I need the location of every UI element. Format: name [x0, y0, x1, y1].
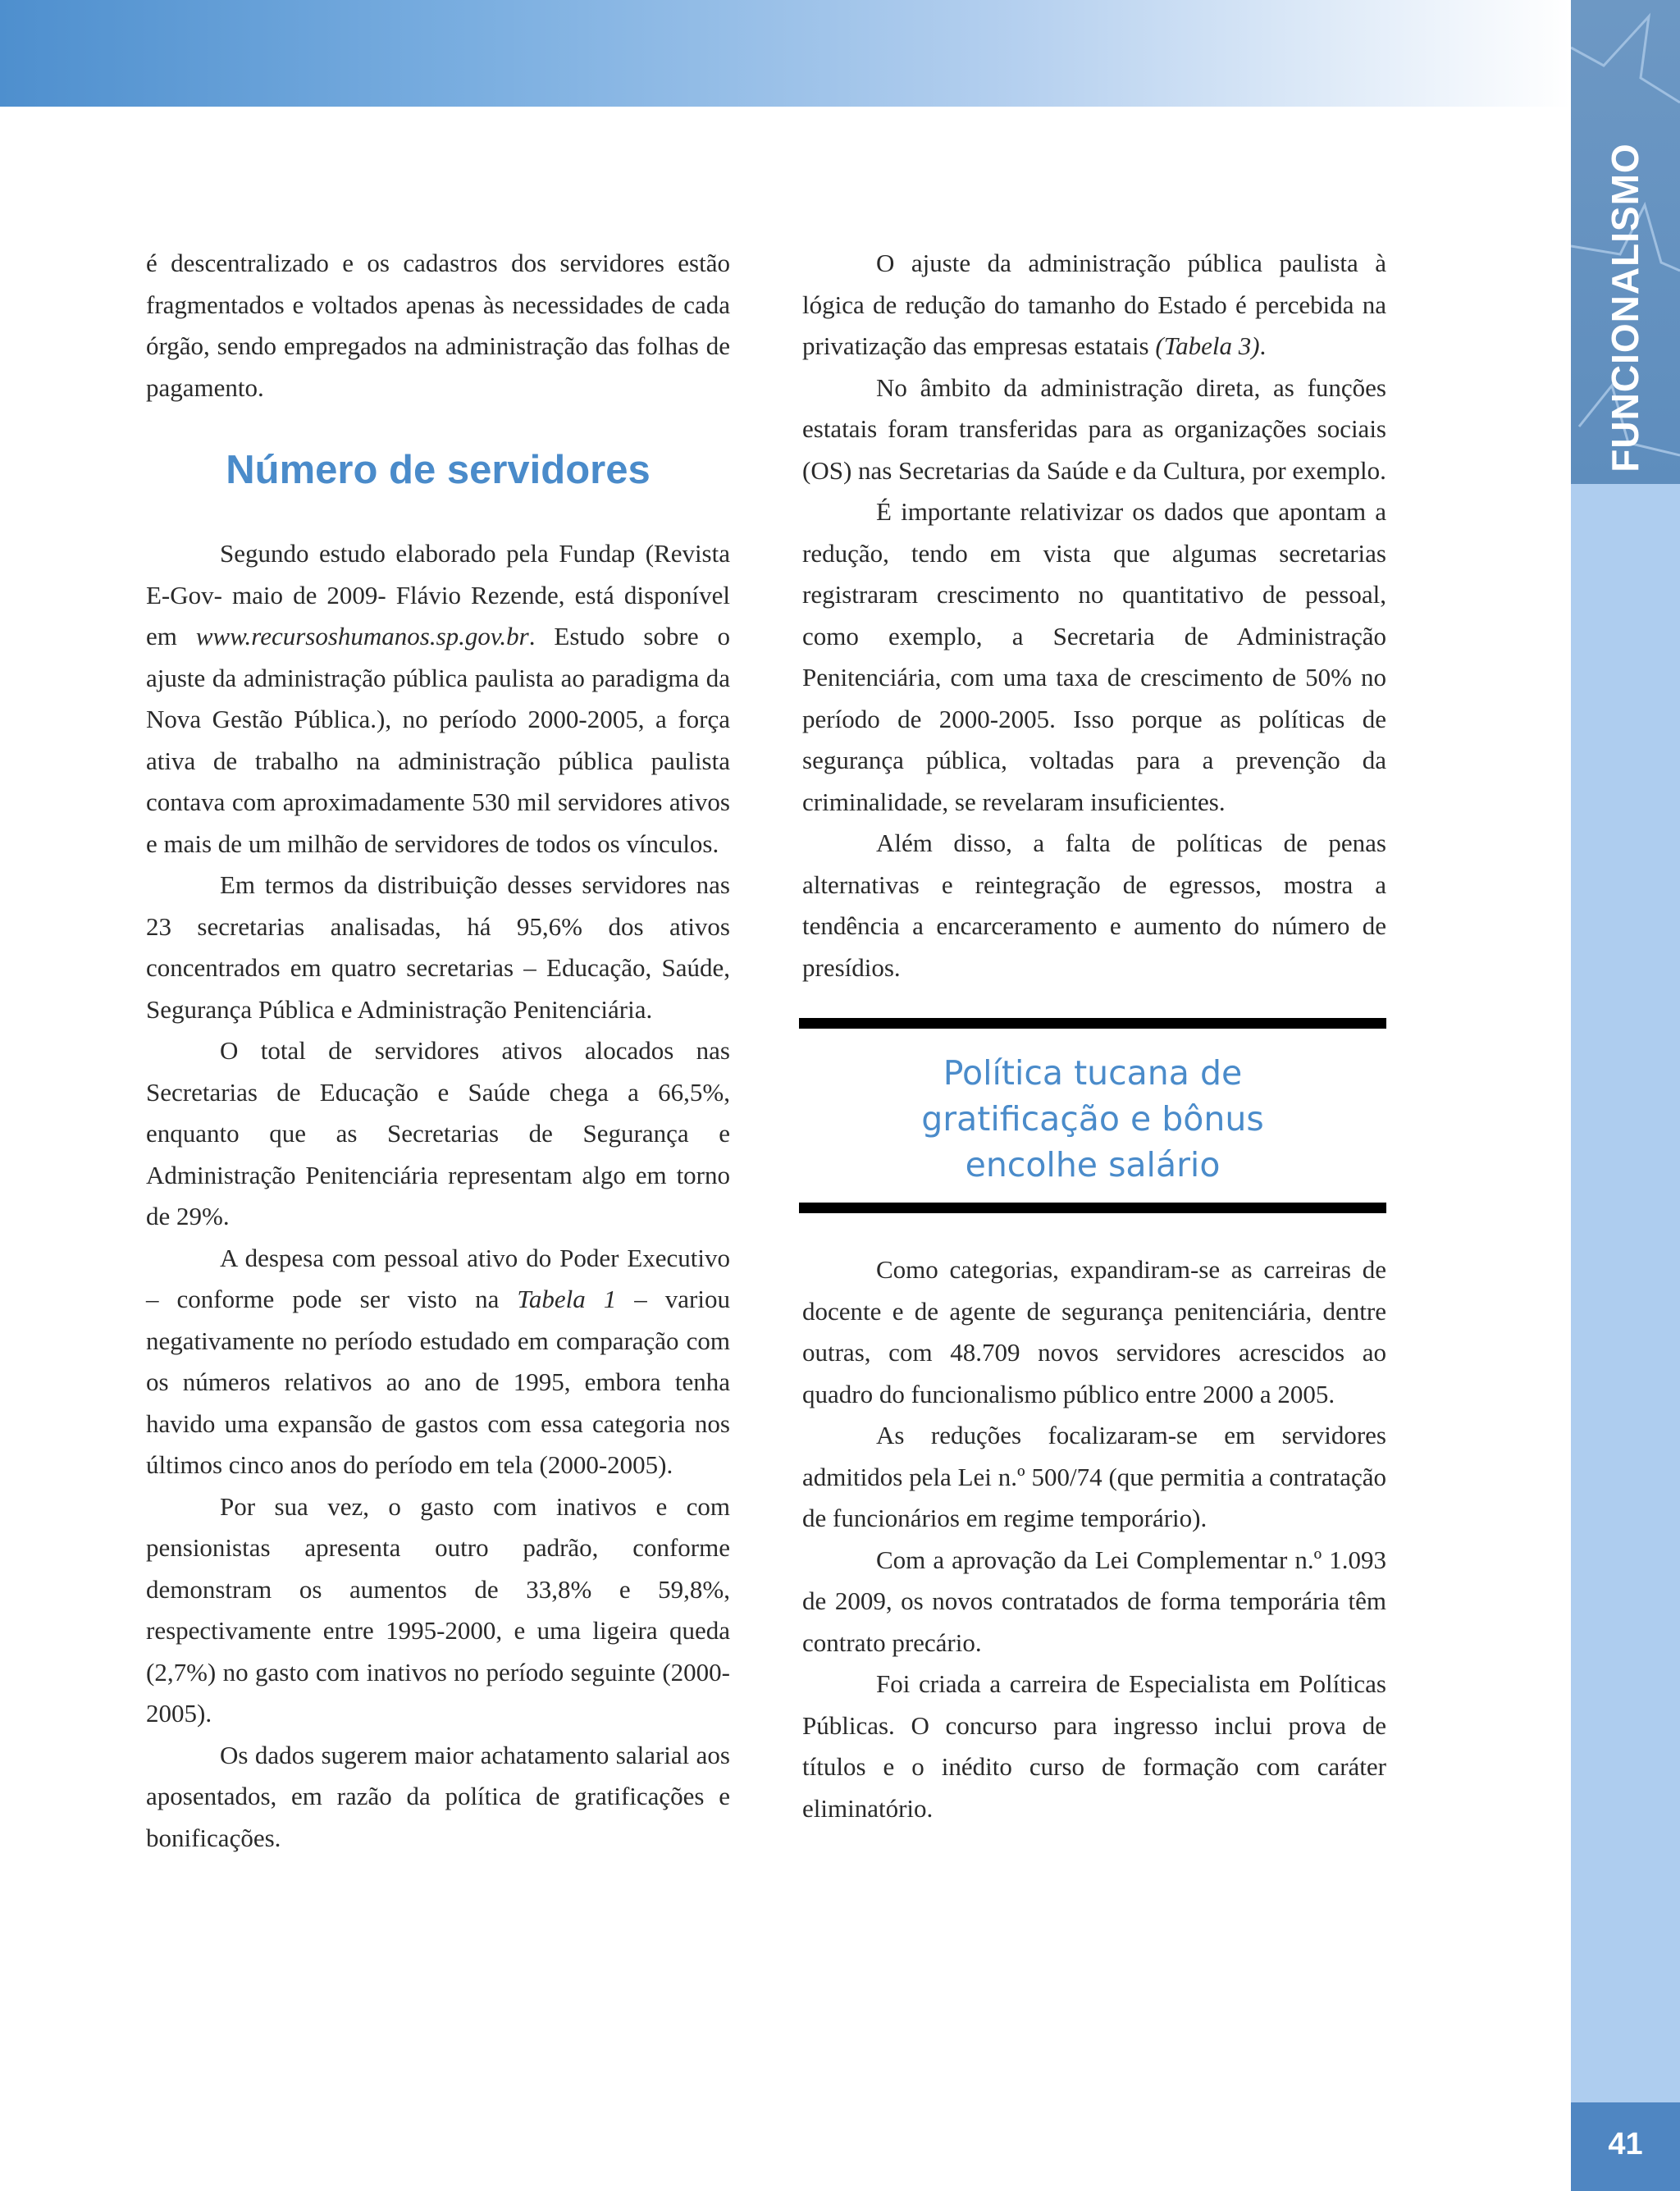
paragraph-text: – variou negativamente no período estudado em comparação com os números relativos ao ano de 1995, embora tenha havido uma expansão de gastos com essa categoria nos últimos cinco anos do período em tela (2000-2005). [146, 1285, 730, 1479]
paragraph-text: O ajuste da administração pública paulista à lógica de redução do tamanho do Estado é percebida na privatização das empresas estatais [802, 249, 1386, 360]
paragraph: Com a aprovação da Lei Complementar n.º 1.093 de 2009, os novos contratados de forma temporária têm contrato precário. [802, 1545, 1386, 1657]
paragraph: É importante relativizar os dados que apontam a redução, tendo em vista que algumas secretarias registraram crescimento no quantitativo de pessoal, como exemplo, a Secretaria de Administração Penitenciária, com uma taxa de crescimento de 50% no período de 2000-2005. Isso porque as políticas de segurança pública, voltadas para a prevenção da criminalidade, se revelaram insuficientes. [802, 497, 1386, 816]
paragraph-text: . [1259, 331, 1267, 360]
section-label: FUNCIONALISMO [1604, 143, 1646, 472]
paragraph: As reduções focalizaram-se em servidores admitidos pela Lei n.º 500/74 (que permitia a contratação de funcionários em regime temporário). [802, 1421, 1386, 1532]
section-heading: Número de servidores [226, 448, 651, 492]
boxed-heading [799, 1018, 1386, 1213]
paragraph: Em termos da distribuição desses servidores nas 23 secretarias analisadas, há 95,6% dos ativos concentrados em quatro secretarias – Educação, Saúde, Segurança Pública e Administração Penitenciária. [146, 870, 730, 1024]
paragraph-text: A despesa com pessoal ativo do Poder Executivo – conforme pode ser visto na [146, 1243, 730, 1313]
header-band [0, 0, 1571, 107]
paragraph: Além disso, a falta de políticas de penas alternativas e reintegração de egressos, mostra a tendência a encarceramento e aumento do número de presídios. [802, 828, 1386, 982]
boxed-heading-line: Política tucana de [943, 1053, 1243, 1093]
paragraph: No âmbito da administração direta, as funções estatais foram transferidas para as organizações sociais (OS) nas Secretarias da Saúde e da Cultura, por exemplo. [802, 372, 1386, 485]
paragraph-text: Segundo estudo elaborado pela Fundap (Revista E-Gov- maio de 2009- Flávio Rezende, está disponível em [146, 539, 730, 650]
sidebar-section-tab [1571, 0, 1680, 484]
right-column [802, 243, 1386, 1829]
paragraph-text: . Estudo sobre o ajuste da administração pública paulista ao paradigma da Nova Gestão Pública.), no período 2000-2005, a força ativa de trabalho na administração pública paulista contava com aproximadamente 530 mil servidores ativos e mais de um milhão de servidores de todos os vínculos. [146, 622, 731, 858]
paragraph: O total de servidores ativos alocados nas Secretarias de Educação e Saúde chega a 66,5%, enquanto que as Secretarias de Segurança e Administração Penitenciária representam algo em torno de 29%. [146, 1036, 730, 1230]
paragraph: é descentralizado e os cadastros dos servidores estão fragmentados e voltados apenas às necessidades de cada órgão, sendo empregados na administração das folhas de pagamento. [146, 249, 730, 402]
boxed-heading-line: gratificação e bônus [921, 1099, 1264, 1139]
paragraph [146, 533, 730, 865]
paragraph: Foi criada a carreira de Especialista em Políticas Públicas. O concurso para ingresso inclui prova de títulos e o inédito curso de formação com caráter eliminatório. [802, 1669, 1386, 1823]
paragraph: Como categorias, expandiram-se as carreiras de docente e de agente de segurança penitenciária, dentre outras, com 48.709 novos servidores acrescidos ao quadro do funcionalismo público entre 2000 a 2005. [802, 1255, 1386, 1408]
page-number-box [1571, 2102, 1680, 2191]
table-reference: (Tabela 3) [1155, 331, 1260, 360]
page-number: 41 [1608, 2127, 1643, 2161]
paragraph: Por sua vez, o gasto com inativos e com pensionistas apresenta outro padrão, conforme demonstram os aumentos de 33,8% e 59,8%, respectivamente entre 1995-2000, e uma ligeira queda (2,7%) no gasto com inativos no período seguinte (2000-2005). [146, 1491, 730, 1728]
left-column [146, 243, 730, 1859]
website-link[interactable]: www.recursoshumanos.sp.gov.br [195, 622, 529, 650]
paragraph: Os dados sugerem maior achatamento salarial aos aposentados, em razão da política de gratificações e bonificações. [146, 1740, 730, 1852]
boxed-heading-line: encolhe salário [965, 1145, 1221, 1185]
table-reference: Tabela 1 [517, 1285, 617, 1313]
paragraph [146, 1238, 730, 1486]
sidebar-strip [1571, 0, 1680, 2191]
paragraph [802, 243, 1386, 367]
